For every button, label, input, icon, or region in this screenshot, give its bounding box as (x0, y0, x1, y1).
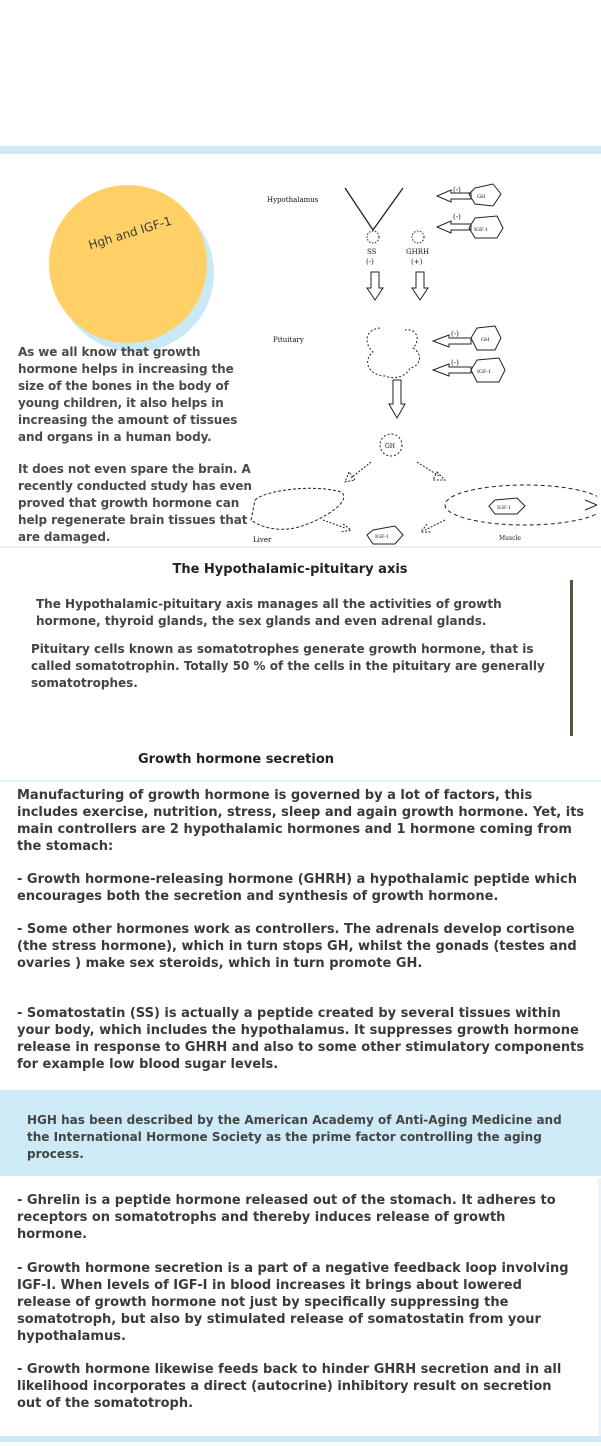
label-gh-hex-2: GH (481, 337, 490, 343)
axis-section-title: The Hypothalamic-pituitary axis (172, 562, 408, 577)
label-ghrh: GHRH (406, 248, 430, 256)
hormone-axis-diagram (245, 180, 597, 545)
secretion-paragraph-3: - Some other hormones work as controllers. The adrenals develop cortisone (the stress hormone), which in turn stops GH, whilst the gonads (testes and ovaries ) make sex steroids, which in turn promote GH. (17, 922, 577, 971)
label-ss-sign: (-) (366, 258, 374, 266)
label-igf-hex-1: IGF-1 (474, 227, 489, 233)
secretion-paragraph-2: - Growth hormone-releasing hormone (GHRH) a hypothalamic peptide which encourages both the secretion and synthesis of growth hormone. (17, 872, 577, 904)
label-gh: GH (385, 443, 396, 450)
label-neg-3: (-) (451, 330, 459, 338)
top-stripe (0, 146, 601, 154)
secretion-section-title: Growth hormone secretion (138, 752, 335, 767)
axis-paragraph-1: The Hypothalamic-pituitary axis manages all the activities of growth hormone, thyroid glands, the sex glands and even adrenal glands. (36, 597, 502, 628)
hero-divider (0, 546, 601, 548)
more-paragraph-1: - Ghrelin is a peptide hormone released out of the stomach. It adheres to receptors on somatotrophs and thereby induces release of growth hormone. (17, 1193, 556, 1242)
label-igf-hex-2: IGF-1 (477, 369, 492, 375)
axis-side-rule (570, 580, 573, 736)
secretion-paragraph-1: Manufacturing of growth hormone is governed by a lot of factors, this includes exercise, nutrition, stress, sleep and again growth hormone. Yet, its main controllers are 2 hypothalamic hormones and 1 hormone coming from the stomach: (17, 788, 585, 854)
more-paragraph-2: - Growth hormone secretion is a part of a negative feedback loop involving IGF-I. When levels of IGF-I in blood increases it brings about lowered release of growth hormone not just by specifically suppressing the somatotroph, but also by stimulated release of somatostatin from your hypothalamus. (17, 1261, 569, 1344)
bottom-stripe (0, 1436, 601, 1442)
circle-title: Hgh and IGF-1 (86, 213, 174, 253)
label-neg-2: (-) (453, 213, 461, 221)
secretion-paragraph-4: - Somatostatin (SS) is actually a peptide created by several tissues within your body, which includes the hypothalamus. It suppresses growth hormone release in response to GHRH and also to some other stimulatory components for example low blood sugar levels. (17, 1006, 585, 1072)
intro-paragraph-1: As we all know that growth hormone helps in increasing the size of the bones in the body of young children, it also helps in increasing the amount of tissues and organs in a human body. (18, 345, 238, 444)
label-liver: Liver (253, 536, 272, 544)
label-neg-1: (-) (453, 186, 461, 194)
label-neg-4: (-) (451, 359, 459, 367)
label-ss: SS (367, 248, 377, 256)
more-paragraph-3: - Growth hormone likewise feeds back to hinder GHRH secretion and in all likelihood incorporates a direct (autocrine) inhibitory result on secretion out of the somatotroph. (17, 1362, 562, 1411)
quote-text: HGH has been described by the American Academy of Anti-Aging Medicine and the International Hormone Society as the prime factor controlling the aging process. (27, 1113, 562, 1161)
label-muscle: Muscle (499, 535, 521, 542)
label-igf-muscle: IGF-1 (497, 505, 512, 511)
axis-paragraph-2: Pituitary cells known as somatotrophes generate growth hormone, that is called somatotrophin. Totally 50 % of the cells in the pituitary are generally somatotrophes. (31, 642, 545, 690)
label-gh-hex-1: GH (477, 194, 486, 200)
intro-paragraph-2: It does not even spare the brain. A recently conducted study has even proved that growth hormone can help regenerate brain tissues that are damaged. (18, 462, 252, 544)
label-pituitary: Pituitary (273, 336, 304, 344)
label-ghrh-sign: (+) (411, 258, 423, 266)
label-igf-liver: IGF-1 (375, 534, 390, 540)
label-hypothalamus: Hypothalamus (267, 196, 319, 204)
secretion-divider (0, 780, 601, 782)
